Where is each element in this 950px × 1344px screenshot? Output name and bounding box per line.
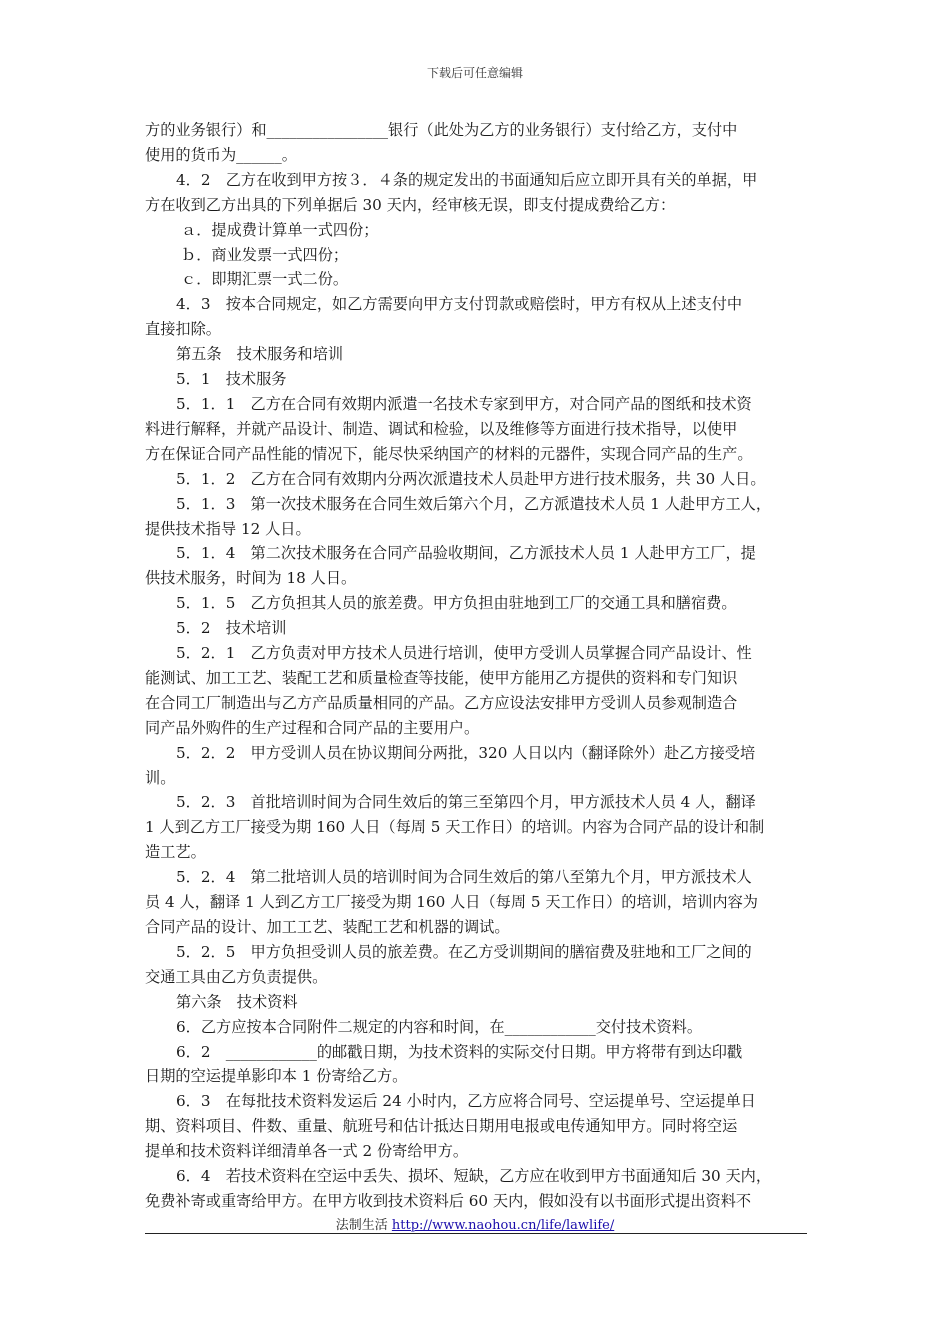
text-line: 直接扣除。: [145, 320, 221, 339]
text-line: 料进行解释，并就产品设计、制造、调试和检验，以及维修等方面进行技术指导，以使甲: [145, 419, 738, 438]
text-line: 交通工具由乙方负责提供。: [145, 967, 328, 986]
text-line: 5．1．3 第一次技术服务在合同生效后第六个月，乙方派遣技术人员 1 人赴甲方工人，: [176, 494, 772, 513]
text-line: 第五条 技术服务和培训: [176, 345, 344, 364]
text-line: 5．2．1 乙方负责对甲方技术人员进行培训，使甲方受训人员掌握合同产品设计、性: [176, 644, 752, 663]
text-line: 第六条 技术资料: [176, 992, 298, 1011]
text-line: 造工艺。: [145, 843, 206, 862]
text-line: 方的业务银行）和________________银行（此处为乙方的业务银行）支付给乙方，支付中: [145, 121, 738, 139]
text-line: ｃ．即期汇票一式二份。: [181, 270, 349, 289]
text-line: 1 人到乙方工厂接受为期 160 人日（每周 5 天工作日）的培训。内容为合同产品的设计和制: [145, 818, 765, 837]
page-footer: [0, 1214, 950, 1233]
text-line: 同产品外购件的生产过程和合同产品的主要用户。: [145, 718, 480, 737]
text-line: 供技术服务，时间为 18 人日。: [145, 569, 357, 588]
page-header: 下载后可任意编辑: [426, 66, 523, 80]
text-line: 日期的空运提单影印本 1 份寄给乙方。: [145, 1067, 408, 1086]
text-line: 员 4 人，翻译 1 人到乙方工厂接受为期 160 人日（每周 5 天工作日）的培训，培训内容为: [145, 893, 758, 912]
text-line: 能测试、加工工艺、装配工艺和质量检查等技能，使甲方能用乙方提供的资料和专门知识: [145, 668, 738, 687]
text-line: 5．2．4 第二批培训人员的培训时间为合同生效后的第八至第九个月，甲方派技术人: [176, 868, 752, 887]
text-line: 提供技术指导 12 人日。: [145, 519, 311, 538]
text-line: 5．1．1 乙方在合同有效期内派遣一名技术专家到甲方，对合同产品的图纸和技术资: [176, 394, 752, 413]
text-line: 方在保证合同产品性能的情况下，能尽快采纳国产的材料的元器件，实现合同产品的生产。: [145, 444, 753, 463]
text-line: 5．2．5 甲方负担受训人员的旅差费。在乙方受训期间的膳宿费及驻地和工厂之间的: [176, 942, 752, 961]
text-line: 5．1．5 乙方负担其人员的旅差费。甲方负担由驻地到工厂的交通工具和膳宿费。: [176, 594, 737, 613]
text-line: 合同产品的设计、加工工艺、装配工艺和机器的调试。: [145, 918, 510, 936]
text-line: 5．2．3 首批培训时间为合同生效后的第三至第四个月，甲方派技术人员 4 人，翻译: [176, 793, 756, 812]
text-line: 6．乙方应按本合同附件二规定的内容和时间，在____________交付技术资料。: [176, 1017, 703, 1036]
text-line: 5．2 技术培训: [176, 619, 287, 638]
text-line: 5．2．2 甲方受训人员在协议期间分两批，320 人日以内（翻译除外）赴乙方接受培: [176, 743, 756, 762]
text-line: 训。: [145, 768, 176, 787]
text-line: 免费补寄或重寄给甲方。在甲方收到技术资料后 60 天内，假如没有以书面形式提出资料不: [145, 1191, 752, 1210]
text-line: 使用的货币为______。: [145, 145, 297, 164]
text-line: ｂ．商业发票一式四份；: [181, 245, 349, 264]
text-line: 5．1．2 乙方在合同有效期内分两次派遣技术人员赴甲方进行技术服务，共 30 人日。: [176, 469, 766, 488]
text-line: 期、资料项目、件数、重量、航班号和估计抵达日期用电报或电传通知甲方。同时将空运: [145, 1117, 738, 1136]
text-line: 4．3 按本合同规定，如乙方需要向甲方支付罚款或赔偿时，甲方有权从上述支付中: [176, 295, 743, 314]
text-line: 6．4 若技术资料在空运中丢失、损坏、短缺，乙方应在收到甲方书面通知后 30 天内，: [176, 1167, 772, 1186]
text-line: 提单和技术资料详细清单各一式 2 份寄给甲方。: [145, 1142, 469, 1161]
text-line: 5．1．4 第二次技术服务在合同产品验收期间，乙方派技术人员 1 人赴甲方工厂，提: [176, 544, 756, 563]
text-line: 方在收到乙方出具的下列单据后 30 天内，经审核无误，即支付提成费给乙方：: [145, 195, 676, 214]
footer-rule: [145, 1233, 807, 1234]
document-body: [145, 118, 813, 1214]
text-line: 在合同工厂制造出与乙方产品质量相同的产品。乙方应设法安排甲方受训人员参观制造合: [145, 693, 738, 712]
text-line: 5．1 技术服务: [176, 370, 287, 389]
text-line: 4．2 乙方在收到甲方按３．４条的规定发出的书面通知后应立即开具有关的单据，甲: [176, 170, 758, 189]
footer-link[interactable]: http://www.naohou.cn/life/lawlife/: [391, 1218, 615, 1233]
text-line: 6．3 在每批技术资料发运后 24 小时内，乙方应将合同号、空运提单号、空运提单日: [176, 1092, 756, 1111]
footer-label: 法制生活: [335, 1218, 392, 1233]
text-line: 6．2 ____________的邮戳日期，为技术资料的实际交付日期。甲方将带有到达印戳: [176, 1042, 743, 1061]
text-line: ａ．提成费计算单一式四份；: [181, 220, 379, 239]
